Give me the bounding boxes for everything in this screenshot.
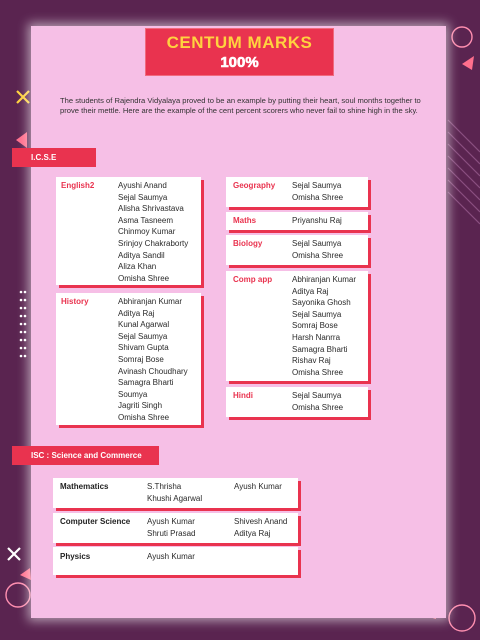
subject-card-biology [226, 235, 368, 265]
subject-name: Physics [60, 552, 91, 561]
student-list [118, 296, 188, 424]
student-name: Sayonika Ghosh [292, 298, 351, 308]
student-list [234, 481, 282, 493]
student-name: S.Thrisha [147, 482, 182, 491]
student-name: Somraj Bose [292, 321, 338, 331]
isc-row-physics [53, 547, 298, 575]
student-name: Aditya Raj [234, 528, 271, 538]
isc-row-computer-science [53, 513, 298, 543]
student-name: Samagra Bharti [118, 378, 174, 388]
student-name: Kunal Agarwal [118, 320, 170, 330]
student-name: Shivam Gupta [118, 343, 169, 353]
student-name: Shivesh Anand [234, 517, 288, 526]
subject-card-hindi [226, 387, 368, 417]
subject-name: Hindi [233, 391, 253, 400]
isc-row-mathematics [53, 478, 298, 508]
student-name: Abhiranjan Kumar [292, 275, 357, 284]
ring-icon [6, 583, 30, 607]
page-title: CENTUM MARKS [166, 33, 313, 52]
student-name: Khushi Agarwal [147, 493, 203, 503]
triangle-icon [462, 56, 474, 70]
subject-card-english [56, 177, 201, 285]
section-label-icse: I.C.S.E [18, 148, 96, 167]
student-name: Ayushi Anand [118, 181, 167, 190]
student-name: Omisha Shree [292, 250, 344, 260]
stripe-pattern [448, 120, 480, 224]
student-name: Omisha Shree [292, 402, 344, 412]
student-list [118, 180, 188, 284]
ring-icon [452, 27, 472, 47]
student-name: Aditya Raj [292, 286, 329, 296]
subject-name: Mathematics [60, 482, 109, 491]
subject-name: Comp app [233, 275, 273, 284]
subject-name: Computer Science [60, 517, 131, 526]
triangle-icon [16, 132, 27, 148]
student-name: Shruti Prasad [147, 528, 196, 538]
subject-card-comp-app [226, 271, 368, 381]
student-name: Omisha Shree [118, 273, 170, 283]
student-name: Aditya Sandil [118, 250, 165, 260]
student-name: Aditya Raj [118, 308, 155, 318]
subject-name: Maths [233, 216, 257, 225]
student-name: Asma Tasneem [118, 215, 173, 225]
student-name: Chinmoy Kumar [118, 227, 176, 237]
document-page [31, 26, 446, 618]
student-list [147, 481, 202, 504]
subject-card-geography [226, 177, 368, 207]
title-banner [145, 28, 334, 76]
student-name: Sejal Saumya [292, 181, 342, 190]
student-name: Soumya [118, 389, 148, 399]
student-name: Omisha Shree [118, 412, 170, 422]
subject-name: History [61, 297, 89, 306]
student-name: Ayush Kumar [147, 517, 195, 526]
student-name: Jagriti Singh [118, 401, 163, 411]
student-list [292, 238, 343, 261]
page-subtitle: 100% [220, 54, 259, 71]
student-list [147, 516, 195, 539]
student-list [292, 215, 342, 227]
student-name: Aliza Khan [118, 262, 157, 272]
student-name: Sejal Saumya [292, 309, 342, 319]
student-name: Ayush Kumar [147, 552, 195, 561]
student-name: Sejal Saumya [292, 391, 342, 400]
x-mark-icon [17, 91, 29, 103]
subject-name: Geography [233, 181, 276, 190]
ring-icon [449, 605, 475, 631]
student-list [292, 180, 343, 203]
student-name: Abhiranjan Kumar [118, 297, 183, 306]
x-mark-icon [8, 548, 20, 560]
subject-name: English2 [61, 181, 95, 190]
student-name: Omisha Shree [292, 367, 344, 377]
student-name: Somraj Bose [118, 354, 164, 364]
student-name: Srinjoy Chakraborty [118, 238, 189, 248]
student-name: Omisha Shree [292, 192, 344, 202]
student-name: Avinash Choudhary [118, 366, 188, 376]
student-name: Ayush Kumar [234, 482, 282, 491]
student-list [292, 390, 343, 413]
student-name: Sejal Saumya [118, 331, 168, 341]
student-name: Alisha Shrivastava [118, 204, 184, 214]
student-list [292, 274, 356, 378]
student-name: Sejal Saumya [292, 239, 342, 248]
dot-grid-icon [20, 291, 27, 358]
student-list [234, 516, 287, 539]
student-name: Harsh Nanrra [292, 332, 341, 342]
subject-card-history [56, 293, 201, 425]
subject-name: Biology [233, 239, 263, 248]
student-name: Sejal Saumya [118, 192, 168, 202]
section-label-isc: ISC : Science and Commerce [18, 446, 159, 465]
student-name: Samagra Bharti [292, 344, 348, 354]
subject-card-maths [226, 212, 368, 230]
intro-paragraph: The students of Rajendra Vidyalaya proved to be an example by putting their heart, soul months together to prove their mettle. Here are the example of the cent percent scorers who never fail to shine high in the sky. [60, 96, 421, 115]
student-list [147, 551, 195, 563]
student-name: Priyanshu Raj [292, 216, 342, 225]
student-name: Rishav Raj [292, 356, 331, 366]
triangle-icon [20, 568, 31, 580]
